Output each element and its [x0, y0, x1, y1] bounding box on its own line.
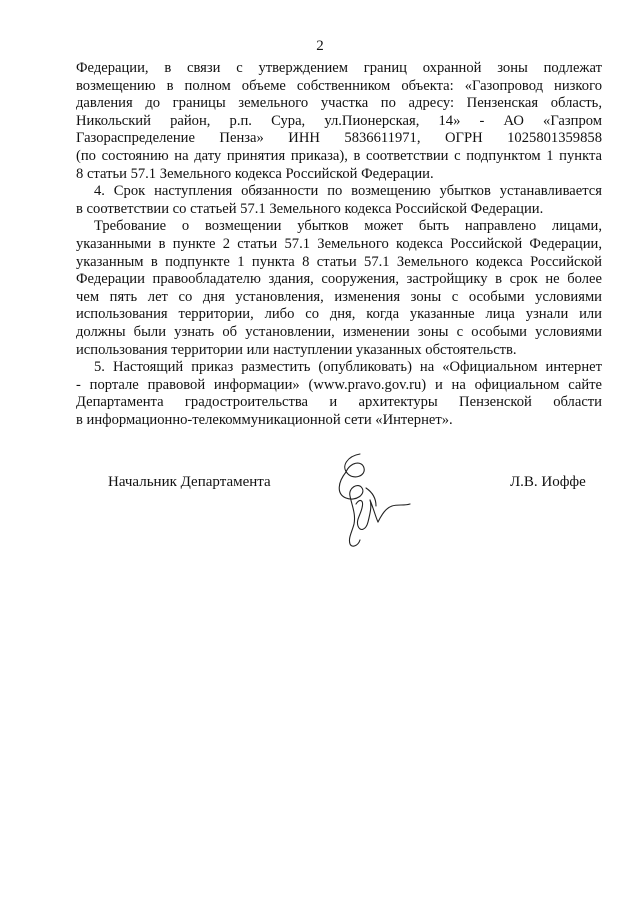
text-line: в соответствии со статьей 57.1 Земельного кодекса Российской Федерации. [76, 200, 544, 217]
handwritten-signature [326, 448, 412, 554]
text-line: 4. Срок наступления обязанности по возмещению убытков устанавливается [94, 183, 602, 200]
text-line: Требование о возмещении убытков может быть направлено лицами, [94, 218, 602, 235]
text-line: давления до границы земельного участка по адресу: Пензенская область, [76, 95, 602, 112]
text-line: в информационно-телекоммуникационной сети «Интернет». [76, 411, 453, 428]
text-line: чем пять лет со дня установления, изменения зоны с особыми условиями [76, 288, 602, 305]
text-line: Департамента градостроительства и архитектуры Пензенской области [76, 394, 602, 411]
signatory-name: Л.В. Иоффе [510, 474, 586, 490]
text-line: возмещению в полном объеме собственником объекта: «Газопровод низкого [76, 77, 602, 94]
text-line: 8 статьи 57.1 Земельного кодекса Российской Федерации. [76, 165, 434, 182]
text-line: указанным в подпункте 1 пункта 8 статьи 57.1 Земельного кодекса Российской [76, 253, 602, 270]
document-body [76, 60, 602, 429]
signatory-position: Начальник Департамента [108, 474, 271, 490]
page-number: 2 [316, 38, 324, 54]
text-line: использования территории или наступлении указанных обстоятельств. [76, 341, 517, 358]
text-line: Никольский район, р.п. Сура, ул.Пионерская, 14» - АО «Газпром [76, 112, 602, 129]
text-line: Федерации, в связи с утверждением границ охранной зоны подлежат [76, 60, 602, 76]
text-line: (по состоянию на дату принятия приказа), в соответствии с подпунктом 1 пункта [76, 147, 602, 164]
text-line: 5. Настоящий приказ разместить (опубликовать) на «Официальном интернет [94, 359, 602, 376]
text-line: - портале правовой информации» (www.pravo.gov.ru) и на официальном сайте [76, 376, 602, 393]
text-line: Федерации правообладателю здания, сооружения, застройщику в срок не более [76, 271, 602, 288]
text-line: Газораспределение Пенза» ИНН 5836611971, ОГРН 1025801359858 [76, 130, 602, 147]
text-line: должны были узнать об установлении, изменении зоны с особыми условиями [76, 323, 602, 340]
text-line: использования территории, либо со дня, когда указанные лица узнали или [76, 306, 602, 323]
text-line: указанными в пункте 2 статьи 57.1 Земельного кодекса Российской Федерации, [76, 235, 602, 252]
